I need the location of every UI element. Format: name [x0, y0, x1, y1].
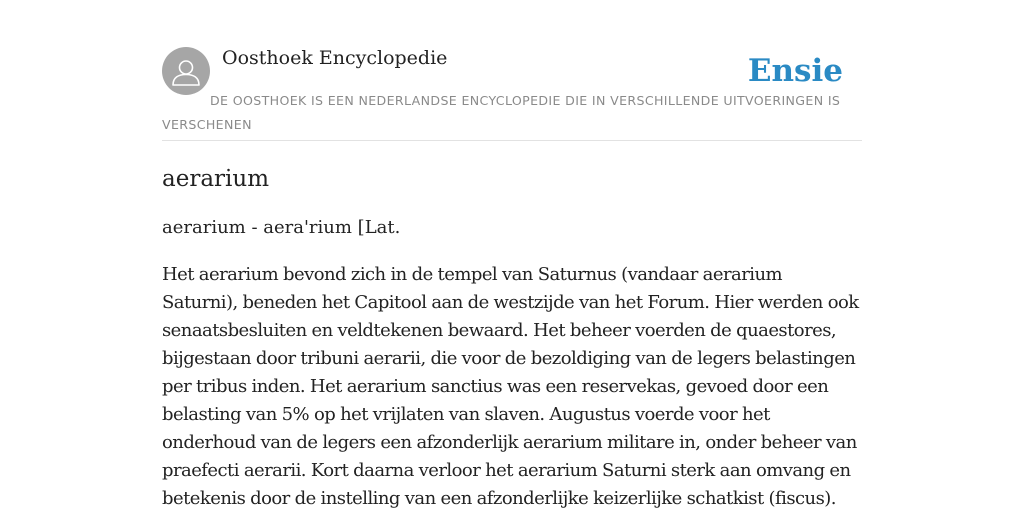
source-tagline: DE OOSTHOEK IS EEN NEDERLANDSE ENCYCLOPEDIE DIE IN VERSCHILLENDE UITVOERINGEN IS VERSCHENEN	[162, 93, 841, 132]
ensie-logo-link[interactable]: Ensie	[747, 53, 843, 89]
source-header	[162, 46, 862, 141]
source-avatar[interactable]	[162, 47, 210, 95]
article	[162, 162, 862, 512]
article-body: Het aerarium bevond zich in de tempel van Saturnus (vandaar aerarium Saturni), beneden het Capitool aan de westzijde van het Forum. Hier werden ook senaatsbesluiten en veldtekenen bewaard. Het beheer voerden de quaestores, bijgestaan door tribuni aerarii, die voor de bezoldiging van de legers belastingen per tribus inden. Het aerarium sanctius was een reservekas, gevoed door een belasting van 5% op het vrijlaten van slaven. Augustus voerde voor het onderhoud van de legers een afzonderlijk aerarium militare in, onder beheer van praefecti aerarii. Kort daarna verloor het aerarium Saturni sterk aan omvang en betekenis door de instelling van een afzonderlijke keizerlijke schatkist (fiscus).	[162, 264, 859, 509]
article-title: aerarium	[162, 166, 270, 192]
source-title-link[interactable]: Oosthoek Encyclopedie	[222, 47, 448, 69]
article-lead: aerarium - aera'rium [Lat.	[162, 217, 401, 238]
user-icon	[162, 47, 210, 95]
